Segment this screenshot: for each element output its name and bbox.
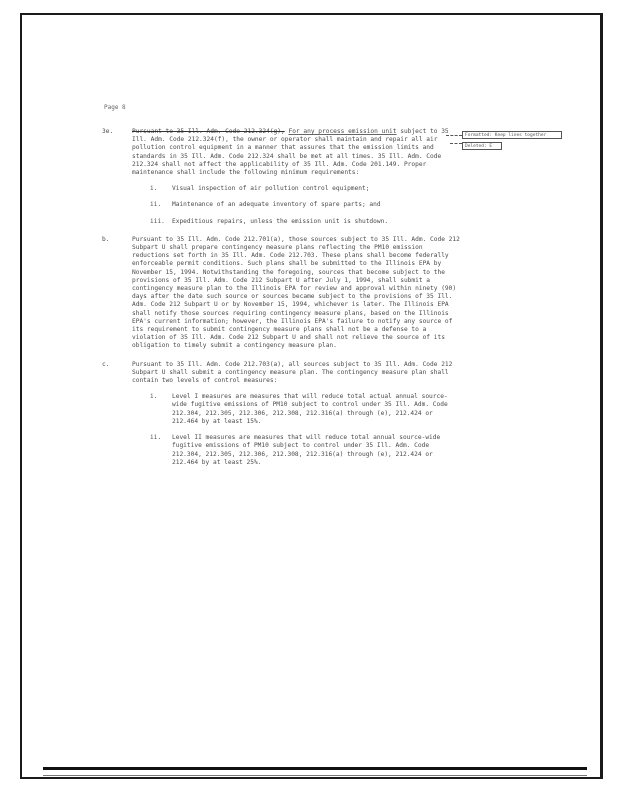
paragraph-text: Pursuant to 35 Ill. Adm. Code 212.703(a), all sources subject to 35 Ill. Adm. Code 212 Subpart U shall submit a contingency measure plan. The contingency measure plan shall contain two levels of control measures: [132, 360, 453, 385]
item-text: Level II measures are measures that will reduce total annual source-wide fugitive emissions of PM10 subject to control under 35 Ill. Adm. Code 212.304, 212.305, 212.306, 212.308, 212.316(a) through (e), 212.424 or 212.464 by at least 25%. [172, 434, 441, 466]
deleted-text: Pursuant to 35 Ill. Adm. Code 212.324(g), [132, 128, 285, 135]
list-item [132, 434, 462, 467]
document-body [102, 128, 462, 477]
page-number: Page 8 [104, 104, 126, 111]
comment-balloon-formatted[interactable]: Formatted: Keep lines together [462, 131, 562, 139]
item-text: Visual inspection of air pollution control equipment; [172, 185, 370, 193]
footer-rule-thin [43, 775, 587, 776]
paragraph-marker: 3e. [102, 128, 114, 135]
item-text: Level I measures are measures that will reduce total actual annual source-wide fugitive emissions of PM10 subject to control under 35 Ill. Adm. Code 212.304, 212.305, 212.306, 212.308, 212.316(a) through (e), 212.424 or 212.464 by at least 15%. [172, 393, 448, 425]
item-marker: ii. [150, 434, 162, 442]
paragraph-b [102, 236, 462, 351]
item-marker: ii. [150, 201, 162, 209]
inserted-text: For any process emission unit [288, 128, 397, 135]
paragraph-text: Pursuant to 35 Ill. Adm. Code 212.701(a), those sources subject to 35 Ill. Adm. Code 212 Subpart U shall prepare contingency measure plans reflecting the PM10 emission reductions set forth in 35 Ill. Adm. Code 212.703. These plans shall become federally enforceable permit conditions. Such plans shall be submitted to the Illinois EPA by November 15, 1994. Notwithstanding the foregoing, sources that become subject to the provisions of 35 Ill. Adm. Code 212 Subpart U after July 1, 1994, shall submit a contingency measure plan to the Illinois EPA for review and approval within ninety (90) days after the date such source or sources became subject to the provisions of 35 Ill. Adm. Code 212 Subpart U or by November 15, 1994, whichever is later. The Illinois EPA shall notify those sources requiring contingency measure plans, based on the Illinois EPA's current information; however, the Illinois EPA's failure to notify any source of its requirement to submit contingency measure plans shall not be a defense to a violation of 35 Ill. Adm. Code 212 Subpart U and shall not relieve the source of its obligation to timely submit a contingency measure plan. [132, 235, 460, 350]
item-marker: i. [150, 185, 158, 193]
list-item [132, 393, 462, 426]
list-item [132, 201, 462, 209]
item-marker: iii. [150, 217, 165, 225]
paragraph-3e [102, 128, 462, 226]
control-measure-list [132, 393, 462, 467]
list-item [132, 218, 462, 226]
item-marker: i. [150, 393, 158, 401]
requirement-list [132, 185, 462, 226]
paragraph-marker: c. [102, 360, 110, 368]
paragraph-c [102, 361, 462, 467]
comment-balloon-deleted[interactable]: Deleted: E [462, 142, 502, 150]
footer-rule [43, 767, 587, 770]
item-text: Maintenance of an adequate inventory of spare parts; and [172, 201, 381, 209]
item-text: Expeditious repairs, unless the emission unit is shutdown. [172, 217, 389, 225]
list-item [132, 185, 462, 193]
paragraph-marker: b. [102, 235, 110, 243]
paragraph-text: subject to 35 Ill. Adm. Code 212.324(f), the owner or operator shall maintain and repair all air pollution control equipment in a manner that assures that the emission limits and standards in 35 Ill. Adm. Code 212.324 shall be met at all times. 35 Ill. Adm. Code 212.324 shall not affect the applicability of 35 Ill. Adm. Code 201.149. Proper maintenance shall include the following minimum requirements: [132, 128, 449, 177]
